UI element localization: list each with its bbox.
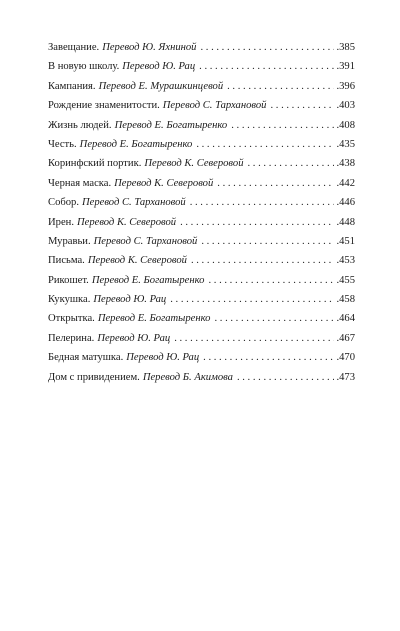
toc-entry[interactable] bbox=[48, 290, 355, 309]
entry-page-number: .464 bbox=[336, 313, 355, 325]
entry-page-number: .396 bbox=[336, 80, 355, 92]
entry-page-number: .438 bbox=[336, 158, 355, 170]
dot-leader bbox=[180, 213, 334, 232]
entry-title: Кампания. bbox=[48, 80, 96, 92]
toc-entry[interactable] bbox=[48, 251, 355, 270]
entry-translator: Перевод Е. Богатыренко bbox=[97, 313, 211, 325]
dot-leader bbox=[200, 38, 334, 57]
entry-title: Честь. bbox=[48, 138, 77, 150]
entry-title: В новую школу. bbox=[48, 61, 120, 73]
dot-leader bbox=[190, 193, 335, 212]
entry-title: Завещание. bbox=[48, 42, 100, 53]
dot-leader bbox=[199, 57, 334, 76]
dot-leader bbox=[196, 135, 334, 154]
entry-title: Бедная матушка. bbox=[48, 352, 124, 364]
dot-leader bbox=[191, 251, 335, 270]
entry-translator: Перевод Е. Богатыренко bbox=[114, 119, 228, 131]
toc-entry[interactable] bbox=[48, 368, 355, 387]
entry-page-number: .470 bbox=[336, 352, 355, 364]
dot-leader bbox=[214, 309, 334, 328]
entry-translator: Перевод Ю. Рац bbox=[122, 61, 196, 73]
toc-entry[interactable] bbox=[48, 193, 355, 212]
entry-page-number: .442 bbox=[336, 177, 355, 189]
entry-page-number: .473 bbox=[336, 371, 355, 383]
entry-page-number: .455 bbox=[336, 274, 355, 286]
entry-translator: Перевод С. Тархановой bbox=[93, 235, 198, 247]
toc-entry[interactable] bbox=[48, 309, 355, 328]
toc-entry[interactable] bbox=[48, 38, 355, 57]
dot-leader bbox=[170, 290, 334, 309]
entry-title: Собор. bbox=[48, 197, 79, 209]
dot-leader bbox=[270, 96, 334, 115]
entry-page-number: .435 bbox=[336, 138, 355, 150]
dot-leader bbox=[231, 116, 334, 135]
entry-translator: Перевод Е. Мурашкинцевой bbox=[98, 80, 224, 92]
entry-title: Рикошет. bbox=[48, 274, 89, 286]
entry-translator: Перевод К. Северовой bbox=[87, 255, 187, 267]
dot-leader bbox=[227, 77, 334, 96]
entry-translator: Перевод Ю. Рац bbox=[93, 294, 167, 306]
entry-translator: Перевод Е. Богатыренко bbox=[79, 138, 193, 150]
entry-page-number: .453 bbox=[336, 255, 355, 267]
entry-title: Открытка. bbox=[48, 313, 95, 325]
toc-entry[interactable] bbox=[48, 116, 355, 135]
toc-entry[interactable] bbox=[48, 154, 355, 173]
dot-leader bbox=[208, 271, 334, 290]
toc-entry[interactable] bbox=[48, 213, 355, 232]
table-of-contents bbox=[48, 38, 355, 387]
toc-entry[interactable] bbox=[48, 96, 355, 115]
entry-page-number: .458 bbox=[336, 294, 355, 306]
entry-page-number: .385 bbox=[336, 42, 355, 53]
entry-title: Письма. bbox=[48, 255, 85, 267]
toc-entry[interactable] bbox=[48, 271, 355, 290]
entry-page-number: .408 bbox=[336, 119, 355, 131]
toc-entry[interactable] bbox=[48, 174, 355, 193]
entry-title: Кукушка. bbox=[48, 294, 91, 306]
dot-leader bbox=[174, 329, 334, 348]
entry-translator: Перевод С. Тархановой bbox=[82, 197, 186, 209]
toc-entry[interactable] bbox=[48, 57, 355, 76]
entry-translator: Перевод Ю. Яхниной bbox=[102, 42, 197, 53]
entry-title: Коринфский портик. bbox=[48, 158, 142, 170]
dot-leader bbox=[248, 154, 335, 173]
entry-page-number: .448 bbox=[336, 216, 355, 228]
entry-translator: Перевод К. Северовой bbox=[76, 216, 177, 228]
dot-leader bbox=[217, 174, 334, 193]
entry-title: Муравьи. bbox=[48, 235, 91, 247]
entry-title: Пелерина. bbox=[48, 332, 95, 344]
entry-title: Рождение знаменитости. bbox=[48, 100, 160, 112]
entry-page-number: .391 bbox=[336, 61, 355, 73]
entry-translator: Перевод Ю. Рац bbox=[126, 352, 200, 364]
toc-entry[interactable] bbox=[48, 77, 355, 96]
dot-leader bbox=[203, 348, 334, 367]
entry-translator: Перевод К. Северовой bbox=[144, 158, 244, 170]
toc-entry[interactable] bbox=[48, 135, 355, 154]
entry-title: Черная маска. bbox=[48, 177, 112, 189]
entry-translator: Перевод Е. Богатыренко bbox=[91, 274, 205, 286]
entry-page-number: .467 bbox=[336, 332, 355, 344]
entry-translator: Перевод К. Северовой bbox=[114, 177, 214, 189]
entry-title: Ирен. bbox=[48, 216, 74, 228]
entry-page-number: .451 bbox=[336, 235, 355, 247]
entry-translator: Перевод Ю. Рац bbox=[97, 332, 171, 344]
entry-title: Жизнь людей. bbox=[48, 119, 112, 131]
dot-leader bbox=[237, 368, 335, 387]
entry-translator: Перевод С. Тархановой bbox=[162, 100, 267, 112]
entry-translator: Перевод Б. Акимова bbox=[142, 371, 233, 383]
dot-leader bbox=[201, 232, 334, 251]
entry-title: Дом с привидением. bbox=[48, 371, 140, 383]
entry-page-number: .403 bbox=[336, 100, 355, 112]
entry-page-number: .446 bbox=[336, 197, 355, 209]
toc-entry[interactable] bbox=[48, 232, 355, 251]
toc-entry[interactable] bbox=[48, 348, 355, 367]
toc-entry[interactable] bbox=[48, 329, 355, 348]
